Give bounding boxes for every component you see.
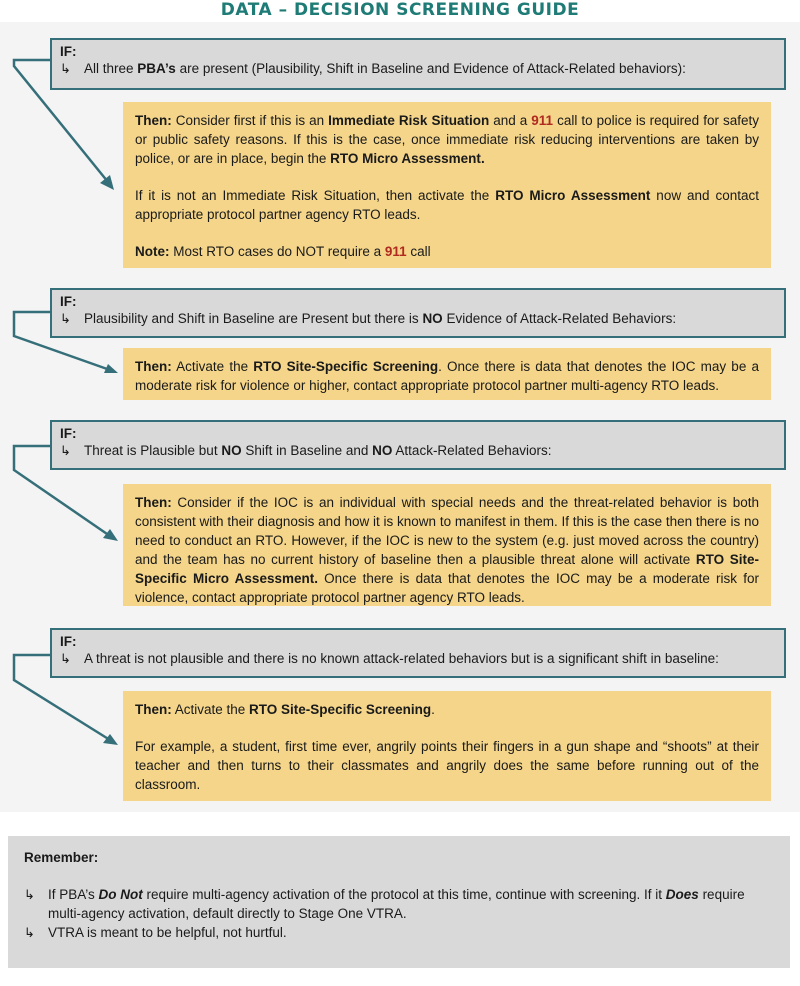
arrowhead-2 [104, 364, 118, 373]
then-box-1 [123, 102, 771, 268]
then-paragraph: If it is not an Immediate Risk Situation, then activate the RTO Micro Assessment now and contact appropriate protocol partner agency RTO leads. [135, 188, 759, 222]
then-box-3 [123, 484, 771, 606]
if-box-2 [50, 288, 786, 338]
if-box-1 [50, 38, 786, 90]
if-condition-4: ↳ A threat is not plausible and there is no known attack-related behaviors but is a significant shift in baseline: [60, 651, 719, 666]
then-paragraph: Then: Consider first if this is an Immediate Risk Situation and a 911 call to police is required for safety or public safety reasons. If this is the case, once immediate risk reducing interventions are taken by police, or are in place, begin the RTO Micro Assessment. [135, 113, 759, 166]
curved-arrow-icon: ↳ [60, 443, 71, 458]
then-box-2 [123, 348, 771, 400]
remember-list [24, 885, 774, 942]
curved-arrow-icon: ↳ [60, 651, 71, 666]
curved-arrow-icon: ↳ [24, 925, 35, 940]
then-box-4 [123, 691, 771, 801]
then-example: For example, a student, first time ever, angrily points their fingers in a gun shape and “shoots” at their teacher and then turns to their classmates and angrily does the same before running out of the classroom. [135, 739, 759, 792]
if-box-4 [50, 628, 786, 678]
if-label: IF: [60, 426, 77, 441]
arrowhead-1 [100, 175, 114, 190]
if-label: IF: [60, 44, 77, 59]
curved-arrow-icon: ↳ [60, 61, 71, 76]
if-condition-1: ↳ All three PBA’s are present (Plausibility, Shift in Baseline and Evidence of Attack-Related behaviors): [60, 61, 686, 76]
if-condition-2: ↳ Plausibility and Shift in Baseline are Present but there is NO Evidence of Attack-Related Behaviors: [60, 311, 677, 326]
curved-arrow-icon: ↳ [60, 311, 71, 326]
if-label: IF: [60, 294, 77, 309]
then-paragraph: Then: Activate the RTO Site-Specific Screening. Once there is data that denotes the IOC may be a moderate risk for violence or higher, contact appropriate protocol partner multi-agency RTO leads. [135, 359, 759, 393]
then-paragraph: Then: Consider if the IOC is an individual with special needs and the threat-related behavior is both consistent with their diagnosis and how it is known to manifest in them. If this is the case then there is no need to conduct an RTO. However, if the IOC is new to the system (e.g. just moved across the country) and the team has no current history of baseline then a plausible threat alone will activate RTO Site-Specific Micro Assessment. Once there is data that denotes the IOC may be a moderate risk for violence, contact appropriate protocol partner agency RTO leads. [135, 495, 759, 605]
then-paragraph: Then: Activate the RTO Site-Specific Screening. [135, 702, 435, 717]
remember-item: ↳ If PBA’s Do Not require multi-agency activation of the protocol at this time, continue with screening. If it Does require multi-agency activation, default directly to Stage One VTRA. [24, 887, 745, 921]
if-box-3 [50, 420, 786, 470]
if-condition-3: ↳ Threat is Plausible but NO Shift in Baseline and NO Attack-Related Behaviors: [60, 443, 552, 458]
remember-label: Remember: [24, 850, 99, 865]
page-title: DATA – DECISION SCREENING GUIDE [220, 0, 580, 20]
if-label: IF: [60, 634, 77, 649]
then-note: Note: Most RTO cases do NOT require a 911 call [135, 244, 431, 259]
remember-box [8, 836, 790, 968]
remember-item: ↳ VTRA is meant to be helpful, not hurtful. [24, 925, 287, 940]
arrowhead-3 [103, 529, 118, 541]
curved-arrow-icon: ↳ [24, 887, 35, 902]
